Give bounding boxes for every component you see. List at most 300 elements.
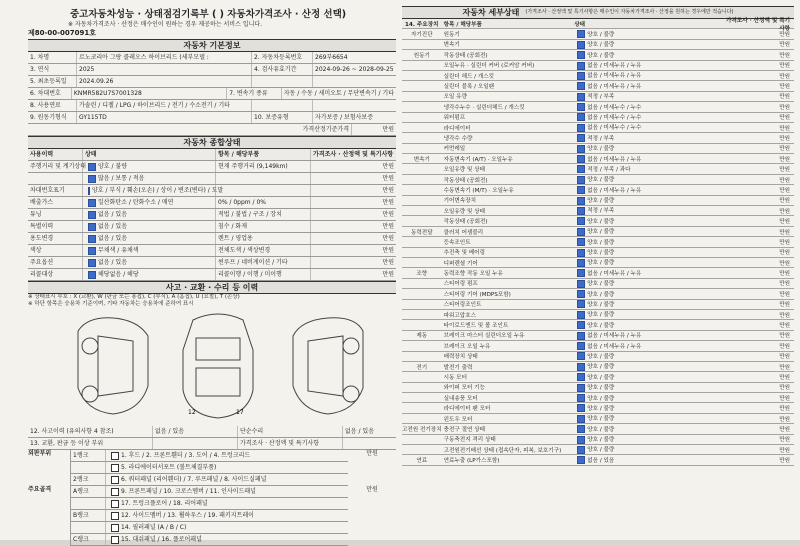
basic-row xyxy=(28,88,396,100)
checkbox-icon xyxy=(88,235,96,243)
detail-col-3: 가격조사 · 산정액 및 특기사항 xyxy=(726,17,790,32)
detail-item: 추진축 및 베어링 xyxy=(443,250,485,257)
detail-unit: 만원 xyxy=(779,229,790,236)
outer-row xyxy=(71,474,348,486)
detail-item: 브레이크 마스터 실린더오일 누유 xyxy=(443,333,525,340)
detail-state-text: 적정 / 부족 xyxy=(587,208,615,215)
detail-row xyxy=(402,310,794,320)
frame-rank: B랭크 xyxy=(71,510,106,521)
basic-value-2: 269부6654 xyxy=(315,54,348,61)
detail-state-text: 양호 / 불량 xyxy=(587,312,615,319)
detail-unit: 만원 xyxy=(779,187,790,194)
basic-label: 8. 사용연료 xyxy=(28,100,77,111)
detail-state xyxy=(574,61,722,70)
detail-group: 동력전달 xyxy=(410,229,433,236)
detail-unit: 만원 xyxy=(779,94,790,101)
comp-row xyxy=(28,209,396,221)
comp-state-text: 없음 / 있음 xyxy=(98,235,128,242)
detail-row xyxy=(402,289,794,299)
basic-label: 9. 원동기형식 xyxy=(28,112,77,123)
detail-row xyxy=(402,40,794,50)
comp-item: 주행거리 및 계기상태 xyxy=(30,163,86,170)
detail-table xyxy=(402,29,794,465)
detail-row xyxy=(402,50,794,60)
outer-panel-table xyxy=(71,450,348,486)
detail-unit: 만원 xyxy=(779,104,790,111)
detail-state-text: 없음 / 미세누유 / 누유 xyxy=(587,63,642,69)
detail-item: 커먼레일 xyxy=(443,146,466,153)
comp-state xyxy=(83,233,216,244)
notice-text: ※ 자동차가격조사 · 산정은 매수인이 원하는 경우 제공하는 서비스 입니다. xyxy=(68,21,263,28)
detail-group: 전기 xyxy=(416,364,428,371)
checkbox-icon xyxy=(111,488,119,496)
outer-items xyxy=(106,450,348,461)
detail-unit: 만원 xyxy=(779,416,790,423)
detail-state-text: 없음 / 미세누유 / 누유 xyxy=(587,343,642,350)
frame-items-text: 15. 대쉬패널 / 16. 플로어패널 xyxy=(121,536,202,543)
detail-state-text: 없음 / 미세누유 / 누유 xyxy=(587,187,642,194)
detail-item: 디퍼렌셜 기어 xyxy=(443,260,478,267)
detail-row xyxy=(402,133,794,143)
checkbox-icon xyxy=(88,175,96,183)
checkbox-icon xyxy=(88,247,96,255)
detail-state-text: 양호 / 불량 xyxy=(587,239,615,246)
detail-item: 연료누출 (LP가스포함) xyxy=(443,458,500,465)
detail-state xyxy=(574,82,722,91)
detail-unit: 만원 xyxy=(779,333,790,340)
comp-unit: 만원 xyxy=(382,235,394,242)
detail-state-text: 없음 / 미세누유 / 누유 xyxy=(587,270,642,277)
checkbox-icon xyxy=(577,425,585,433)
checkbox-icon xyxy=(577,165,585,173)
outer-items-text: 5. 라디에이터서포트 (볼트체결부품) xyxy=(121,464,217,471)
comp-unit: 만원 xyxy=(382,247,394,254)
basic-label-2: 2. 자동차등록번호 xyxy=(252,52,313,63)
checkbox-icon xyxy=(88,223,96,231)
comp-state xyxy=(83,209,216,220)
detail-item: 오일유량 및 상태 xyxy=(443,167,485,174)
detail-unit: 만원 xyxy=(779,52,790,59)
detail-unit: 만원 xyxy=(779,125,790,132)
detail-group: 제동 xyxy=(416,333,428,340)
detail-state-text: 양호 / 불량 xyxy=(587,447,615,454)
car-side-right xyxy=(293,318,363,414)
detail-state-text: 양호 / 불량 xyxy=(587,146,615,153)
comp-col-2: 항목 / 해당부품 xyxy=(216,149,311,160)
checkbox-icon xyxy=(577,93,585,101)
frame-label: 주요골격 xyxy=(28,486,71,546)
checkbox-icon xyxy=(577,332,585,340)
comp-detail xyxy=(216,173,311,184)
comp-state-text: 무채색 / 유채색 xyxy=(98,247,139,254)
comp-unit: 만원 xyxy=(382,187,394,194)
document-number: 제80-00-007091호 xyxy=(28,29,97,37)
detail-state-text: 양호 / 불량 xyxy=(587,426,615,433)
basic-label-2: 7. 변속기 종류 xyxy=(227,88,282,99)
detail-unit: 만원 xyxy=(779,458,790,465)
detail-item: 윈도우 모터 xyxy=(443,416,473,423)
detail-item: 구동축전지 격리 상태 xyxy=(443,437,496,444)
detail-state xyxy=(574,51,722,60)
detail-state xyxy=(574,165,722,174)
basic-row xyxy=(28,64,396,76)
checkbox-icon xyxy=(577,259,585,267)
accident-header: 사고 · 교환 · 수리 등 이력 xyxy=(28,281,396,294)
detail-row xyxy=(402,268,794,278)
checkbox-icon xyxy=(577,290,585,298)
detail-unit: 만원 xyxy=(779,146,790,153)
detail-state xyxy=(574,373,722,382)
detail-state xyxy=(574,238,722,247)
checkbox-icon xyxy=(577,228,585,236)
frame-row xyxy=(71,486,348,498)
checkbox-icon xyxy=(88,259,96,267)
comp-row xyxy=(28,233,396,245)
basic-value: GY115TD xyxy=(77,112,252,123)
detail-row xyxy=(402,154,794,164)
frame-items-text: 12. 사이드멤버 / 13. 휠하우스 / 19. 패키지트레이 xyxy=(121,512,254,519)
detail-state-text: 없음 / 미세누유 / 누유 xyxy=(587,73,642,80)
comp-state-text: 해당없음 / 해당 xyxy=(98,271,139,278)
detail-unit: 만원 xyxy=(779,447,790,454)
frame-table xyxy=(71,486,348,546)
checkbox-icon xyxy=(88,271,96,279)
history-row xyxy=(28,426,396,438)
checkbox-icon xyxy=(577,186,585,194)
detail-item: 등속조인트 xyxy=(443,239,471,246)
detail-item: 동력조향 작동 오일 누유 xyxy=(443,271,503,278)
detail-row xyxy=(402,61,794,71)
detail-row xyxy=(402,279,794,289)
left-column xyxy=(28,6,396,543)
detail-group: 고전원 전기장치 xyxy=(402,426,442,433)
detail-unit: 만원 xyxy=(779,135,790,142)
detail-state xyxy=(574,103,722,112)
detail-item: 냉각수누수 · 실린더헤드 / 개스킷 xyxy=(443,104,525,111)
basic-label-2 xyxy=(252,76,313,87)
detail-state-text: 양호 / 불량 xyxy=(587,260,615,267)
comp-detail: 리콜이행 / 이행 / 미이행 xyxy=(216,269,311,280)
comp-unit: 만원 xyxy=(382,271,394,278)
right-column xyxy=(402,6,794,540)
checkbox-icon xyxy=(577,321,585,329)
detail-unit: 만원 xyxy=(779,312,790,319)
svg-text:17: 17 xyxy=(236,409,244,416)
checkbox-icon xyxy=(577,41,585,49)
detail-state-text: 양호 / 불량 xyxy=(587,437,615,444)
comp-state xyxy=(83,269,216,280)
detail-header-title: 자동차 세부상태 xyxy=(462,8,520,17)
basic-label-2: 4. 검사유효기간 xyxy=(252,64,313,75)
comp-detail xyxy=(216,185,311,196)
detail-state-text: 없음 / 미세누유 / 누유 xyxy=(587,156,642,163)
history-row xyxy=(28,438,396,450)
detail-group: 변속기 xyxy=(413,156,430,163)
basic-value: 르노코리아 그랑 콜레오스 하이브리드 (세부모델 : xyxy=(77,52,252,63)
comp-state-text: 일산화탄소 / 탄화수소 / 매연 xyxy=(98,199,174,206)
comp-state xyxy=(83,173,216,184)
comp-item xyxy=(28,173,83,184)
checkbox-icon xyxy=(577,51,585,59)
checkbox-icon xyxy=(577,394,585,402)
detail-col-0: 14. 주요장치 xyxy=(405,21,439,28)
checkbox-icon xyxy=(577,207,585,215)
comp-item: 용도변경 xyxy=(28,233,83,244)
detail-unit: 만원 xyxy=(779,260,790,267)
detail-state xyxy=(574,30,722,39)
detail-row xyxy=(402,164,794,174)
outer-row xyxy=(71,462,348,474)
detail-unit: 만원 xyxy=(779,343,790,350)
detail-state-text: 없음 / 미세누수 / 누수 xyxy=(587,104,642,111)
detail-state xyxy=(574,456,722,465)
frame-rank: C랭크 xyxy=(71,534,106,545)
comp-detail: 침수 / 화재 xyxy=(216,221,311,232)
detail-row xyxy=(402,227,794,237)
checkbox-icon xyxy=(577,280,585,288)
frame-rank xyxy=(71,498,106,509)
detail-state-text: 없음 / 있음 xyxy=(587,457,615,464)
detail-unit: 만원 xyxy=(779,364,790,371)
checkbox-icon xyxy=(577,155,585,163)
checkbox-icon xyxy=(577,197,585,205)
basic-value-2: 자동 / 수동 / 세미오토 / 무단변속기 / 기타 xyxy=(283,90,395,97)
detail-row xyxy=(402,113,794,123)
checkbox-icon xyxy=(577,436,585,444)
detail-row xyxy=(402,175,794,185)
detail-unit: 만원 xyxy=(779,84,790,91)
damage-block xyxy=(28,450,396,486)
detail-state-text: 양호 / 불량 xyxy=(587,364,615,371)
detail-item: 와이퍼 모터 기능 xyxy=(443,385,485,392)
basic-label-2 xyxy=(252,100,313,111)
comprehensive-table xyxy=(28,161,396,281)
detail-state-text: 없음 / 미세누유 / 누유 xyxy=(587,333,642,340)
comp-item: 차대번호표기 xyxy=(28,185,83,196)
frame-items-text: 9. 프론트패널 / 10. 크로스멤버 / 11. 인사이드패널 xyxy=(121,488,256,495)
basic-value-2 xyxy=(313,100,396,111)
comp-state-text: 없음 / 있음 xyxy=(98,259,128,266)
detail-row xyxy=(402,403,794,413)
detail-row xyxy=(402,331,794,341)
comp-item: 튜닝 xyxy=(28,209,83,220)
detail-item: 실린더 헤드 / 개스킷 xyxy=(443,73,495,80)
car-diagram xyxy=(28,308,396,426)
accident-note-2: ※ 하단 항목은 승용차 기준이며, 기타 자동차는 승용차에 준하여 표시 xyxy=(28,301,194,307)
outer-items xyxy=(106,474,348,485)
comp-item: 리콜대상 xyxy=(28,269,83,280)
comp-unit: 만원 xyxy=(382,175,394,182)
frame-unit: 만원 xyxy=(366,486,378,493)
detail-row xyxy=(402,248,794,258)
comp-row xyxy=(28,257,396,269)
detail-state-text: 양호 / 불량 xyxy=(587,385,615,392)
detail-state xyxy=(574,144,722,153)
detail-unit: 만원 xyxy=(779,354,790,361)
detail-unit: 만원 xyxy=(779,395,790,402)
comp-detail: 전체도색 / 색상변경 xyxy=(216,245,311,256)
price-basis-row xyxy=(28,124,396,136)
comp-state-text: 양호 / 부식 / 훼손(오손) / 상이 / 변조(변타) / 도말 xyxy=(92,187,224,194)
detail-row xyxy=(402,258,794,268)
checkbox-icon xyxy=(111,476,119,484)
basic-info-header: 자동차 기본정보 xyxy=(28,39,396,52)
detail-unit: 만원 xyxy=(779,271,790,278)
detail-item: 오일누유 · 실린더 커버 (로커암 커버) xyxy=(443,63,535,70)
detail-row xyxy=(402,372,794,382)
detail-row xyxy=(402,196,794,206)
comp-col-3: 가격조사 · 산정액 및 특기사항 xyxy=(313,151,394,158)
detail-unit: 만원 xyxy=(779,250,790,257)
detail-state xyxy=(574,71,722,80)
detail-state-text: 양호 / 불량 xyxy=(587,353,615,360)
checkbox-icon xyxy=(577,238,585,246)
basic-row xyxy=(28,76,396,88)
comp-col-0: 사용이력 xyxy=(28,149,83,160)
outer-rank: 2랭크 xyxy=(71,474,106,485)
comp-state-text: 없음 / 있음 xyxy=(98,211,128,218)
detail-unit: 만원 xyxy=(779,156,790,163)
detail-row xyxy=(402,424,794,434)
history-value: 없음 / 있음 xyxy=(153,426,238,437)
checkbox-icon xyxy=(577,384,585,392)
detail-unit: 만원 xyxy=(779,302,790,309)
detail-item: 스티어링 기어 (MDPS포함) xyxy=(443,291,511,298)
comp-column-header xyxy=(28,149,396,161)
checkbox-icon xyxy=(577,300,585,308)
detail-state-text: 양호 / 불량 xyxy=(587,291,615,298)
checkbox-icon xyxy=(88,163,96,171)
detail-state-text: 없음 / 미세누수 / 누수 xyxy=(587,125,642,132)
detail-item: 배력장치 상태 xyxy=(443,354,478,361)
detail-row xyxy=(402,206,794,216)
detail-state xyxy=(574,92,722,101)
detail-unit: 만원 xyxy=(779,323,790,330)
detail-row xyxy=(402,216,794,226)
detail-unit: 만원 xyxy=(779,32,790,39)
detail-state xyxy=(574,258,722,267)
detail-item: 타이로드엔드 및 볼 조인트 xyxy=(443,323,509,330)
comp-state xyxy=(83,197,216,208)
detail-state xyxy=(574,425,722,434)
frame-items xyxy=(106,498,348,509)
frame-items-text: 14. 필러패널 (A / B / C) xyxy=(121,524,187,531)
frame-items xyxy=(106,486,348,497)
comp-item: 주요옵션 xyxy=(28,257,83,268)
detail-item: 작동상태 (공회전) xyxy=(443,52,488,59)
detail-state-text: 양호 / 불량 xyxy=(587,416,615,423)
detail-col-2: 상태 xyxy=(574,21,586,28)
comp-row xyxy=(28,269,396,281)
checkbox-icon xyxy=(577,415,585,423)
detail-unit: 만원 xyxy=(779,385,790,392)
checkbox-icon xyxy=(577,176,585,184)
detail-item: 작동상태 (공회전) xyxy=(443,219,488,226)
detail-state xyxy=(574,227,722,236)
detail-state xyxy=(574,414,722,423)
detail-item: 발전기 출력 xyxy=(443,364,473,371)
frame-items xyxy=(106,534,348,545)
detail-state xyxy=(574,290,722,299)
detail-item: 오일 유량 xyxy=(443,94,467,101)
detail-row xyxy=(402,71,794,81)
detail-item: 작동상태 (공회전) xyxy=(443,177,488,184)
basic-info-table xyxy=(28,52,396,124)
comp-row xyxy=(28,197,396,209)
accident-note: ※ 상태표시 부호 : X (교환), W (판금 또는 용접), C (부식), A (흠집), U (요철), T (손상) xyxy=(28,294,240,300)
detail-unit: 만원 xyxy=(779,208,790,215)
detail-state-text: 양호 / 불량 xyxy=(587,218,615,225)
detail-item: 브레이크 오일 누유 xyxy=(443,343,491,350)
basic-value-2 xyxy=(313,76,396,87)
detail-item: 파워고압호스 xyxy=(443,312,477,319)
outer-row xyxy=(71,450,348,462)
detail-unit: 만원 xyxy=(779,239,790,246)
comp-state xyxy=(83,257,216,268)
detail-item: 원동기 xyxy=(443,32,460,39)
car-side-left xyxy=(78,318,148,414)
basic-value-2: 2024-09-26 ~ 2028-09-25 xyxy=(315,66,394,73)
detail-item: 라디에이터 팬 모터 xyxy=(443,406,491,413)
detail-state-text: 양호 / 불량 xyxy=(587,31,615,38)
price-basis-unit: 만원 xyxy=(382,126,394,133)
svg-text:12: 12 xyxy=(188,409,196,416)
detail-item: 오일유량 및 상태 xyxy=(443,208,485,215)
detail-state xyxy=(574,342,722,351)
comp-unit: 만원 xyxy=(382,211,394,218)
detail-item: 냉각수 수량 xyxy=(443,135,473,142)
checkbox-icon xyxy=(577,352,585,360)
checkbox-icon xyxy=(111,500,119,508)
detail-row xyxy=(402,300,794,310)
detail-state-text: 적정 / 부족 xyxy=(587,94,615,101)
detail-unit: 만원 xyxy=(779,177,790,184)
detail-row xyxy=(402,123,794,133)
comp-col-1: 상태 xyxy=(83,149,216,160)
frame-block xyxy=(28,486,396,546)
frame-row xyxy=(71,534,348,546)
detail-state xyxy=(574,310,722,319)
checkbox-icon xyxy=(111,464,119,472)
outer-unit: 만원 xyxy=(366,450,378,457)
comp-item: 배출가스 xyxy=(28,197,83,208)
detail-state xyxy=(574,155,722,164)
comp-detail: 현재 주행거리 (9,149km) xyxy=(216,161,311,172)
checkbox-icon xyxy=(577,446,585,454)
detail-item: 고전원전기배선 상태 (접속단자, 피복, 보호기구) xyxy=(443,447,562,454)
basic-label: 3. 연식 xyxy=(28,64,77,75)
comp-unit: 만원 xyxy=(382,259,394,266)
car-top-view xyxy=(183,314,253,418)
detail-unit: 만원 xyxy=(779,198,790,205)
comp-state-text: 없음 / 있음 xyxy=(98,223,128,230)
detail-unit: 만원 xyxy=(779,426,790,433)
detail-state-text: 양호 / 불량 xyxy=(587,198,615,205)
detail-state xyxy=(574,196,722,205)
detail-row xyxy=(402,92,794,102)
frame-rank xyxy=(71,522,106,533)
detail-state-text: 양호 / 불량 xyxy=(587,405,615,412)
basic-row xyxy=(28,112,396,124)
detail-column-header xyxy=(402,17,794,32)
detail-row xyxy=(402,393,794,403)
checkbox-icon xyxy=(577,456,585,464)
detail-row xyxy=(402,383,794,393)
basic-label: 1. 차명 xyxy=(28,52,77,63)
detail-state xyxy=(574,331,722,340)
detail-unit: 만원 xyxy=(779,219,790,226)
outer-items-text: 1. 후드 / 2. 프론트휀더 / 3. 도어 / 4. 트렁크리드 xyxy=(121,452,251,459)
